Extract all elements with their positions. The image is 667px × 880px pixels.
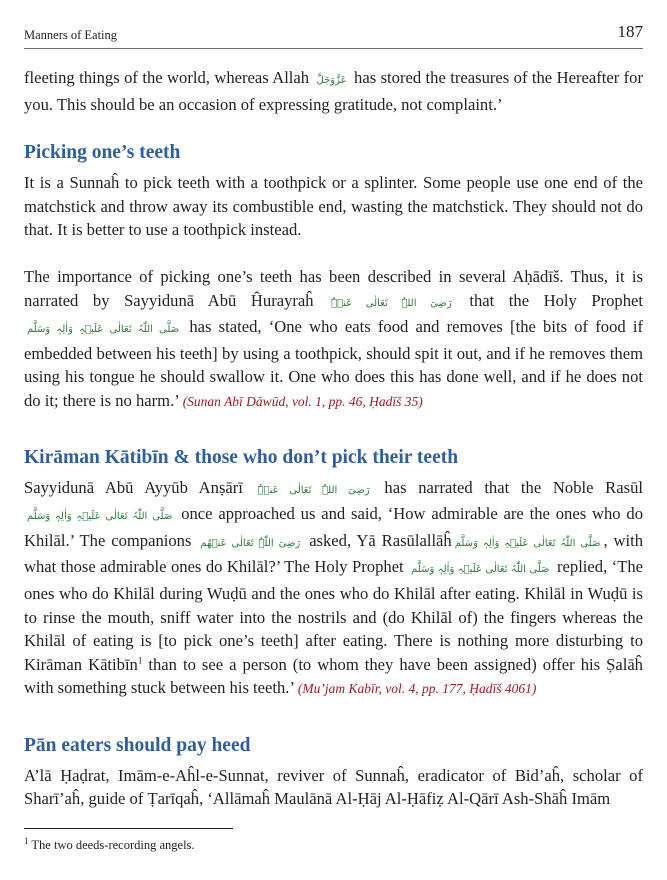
running-title: Manners of Eating	[24, 28, 118, 42]
page-number: 187	[617, 22, 643, 41]
footnote-marker: 1	[137, 655, 143, 666]
honorific-salla-icon: صَلَّی اللّٰہُ تَعَالٰی عَلَیۡہِ وَاٰلِہٖ وَسَلَّم	[411, 564, 550, 576]
honorific-salla-icon: صَلَّی اللّٰہُ تَعَالٰی عَلَیۡہِ وَاٰلِہٖ وَسَلَّم	[27, 511, 173, 523]
intro-paragraph: fleeting things of the world, whereas Allah عَزَّوَجَلَّ has stored the treasures of the Hereafter for you. This should be an occasion of expressing gratitude, not complaint.’	[24, 68, 644, 114]
honorific-radiyallahu-anhum-icon: رَضِیَ اللّٰہُ تَعَالٰی عَنۡھُم	[200, 537, 301, 549]
honorific-salla-icon: صَلَّی اللّٰہُ تَعَالٰی عَلَیۡہِ وَاٰلِہٖ وَسَلَّم	[454, 537, 601, 549]
paragraph-ala-hadrat: A’lā Ḥaḍrat, Imām-e-Aĥl-e-Sunnat, reviver of Sunnaĥ, eradicator of Bid’aĥ, scholar of Sharī’aĥ, guide of Ṭarīqaĥ, ‘Allāmaĥ Maulānā Al-Ḥāj Al-Ḥāfiẓ Al-Qārī Ash-Shāĥ Imām	[24, 765, 643, 809]
footnote-divider	[24, 828, 233, 829]
honorific-salla-icon: صَلَّی اللّٰہُ تَعَالٰی عَلَیۡہِ وَاٰلِہٖ وَسَلَّم	[27, 324, 180, 336]
reference-citation: (Sunan Abī Dāwūd, vol. 1, pp. 46, Ḥadīš 35)	[182, 393, 423, 409]
footnote-number: 1	[24, 835, 29, 846]
paragraph-sunnah-toothpick: It is a Sunnaĥ to pick teeth with a toothpick or a splinter. Some people use one end of the matchstick and throw away its combustible end, wasting the matchstick. They should not do that. It is better to use a toothpick instead.	[24, 173, 643, 240]
honorific-radiyallahu-icon: رَضِیَ اللہُ تَعَالٰی عَنۡہُ	[331, 297, 452, 309]
heading-pan-eaters: Pān eaters should pay heed	[24, 734, 251, 756]
footnote-text: The two deeds-recording angels.	[31, 838, 195, 852]
heading-kiraman-katibin: Kirāman Kātibīn & those who don’t pick their teeth	[24, 446, 459, 468]
reference-citation: (Mu’jam Kabīr, vol. 4, pp. 177, Ḥadīš 4061)	[297, 681, 537, 697]
heading-picking-teeth: Picking one’s teeth	[24, 142, 181, 164]
honorific-radiyallahu-icon: رَضِیَ اللہُ تَعَالٰی عَنۡہُ	[257, 484, 370, 496]
footnote	[24, 835, 195, 853]
paragraph-khilal-hadith: Sayyidunā Abū Ayyūb Anṣārī رَضِیَ اللہُ تَعَالٰی عَنۡہُ has narrated that the Noble Rasūl صَلَّی اللّٰہُ تَعَالٰی عَلَیۡہِ وَاٰلِہٖ وَسَلَّم once approached us and said, ‘How admirable are the ones who do Khilāl.’ The companions رَضِیَ اللّٰہُ تَعَالٰی عَنۡھُم asked, Yā Rasūlallāĥ صَلَّی اللّٰہُ تَعَالٰی عَلَیۡہِ وَاٰلِہٖ وَسَلَّم , with what those admirable ones do Khilāl?’ The Holy Prophet صَلَّی اللّٰہُ تَعَالٰی عَلَیۡہِ وَاٰلِہٖ وَسَلَّم replied, ‘The ones who do Khilāl during Wuḍū and the ones who do Khilāl after eating. Khilāl in Wuḍū is to rinse the mouth, sniff water into the nostrils and (do Khilāl of) the fingers whereas the Khilāl of eating is [to pick one’s teeth] after eating. There is nothing more disturbing to Kirāman Kātibīn$^1$ than to see a person (to whom they have been assigned) offer his Ṣalāĥ with something stuck between his teeth.’ (Mu’jam Kabīr, vol. 4, pp. 177, Ḥadīš 4061)	[24, 477, 643, 698]
page-header	[24, 20, 643, 49]
page-body	[24, 66, 643, 811]
paragraph-hadith-toothpick: The importance of picking one’s teeth has been described in several Aḥādīš. Thus, it is narrated by Sayyidunā Abū Ĥurayraĥ رَضِیَ اللہُ تَعَالٰی عَنۡہُ that the Holy Prophet صَلَّی اللّٰہُ تَعَالٰی عَلَیۡہِ وَاٰلِہٖ وَسَلَّم has stated, ‘One who eats food and removes [the bits of food if embedded between his teeth] by using a toothpick, should spit it out, and if he removes them using his tongue he should swallow it. One who does this has done well, and if he does not do it; there is no harm.’ (Sunan Abī Dāwūd, vol. 1, pp. 46, Ḥadīš 35)	[24, 266, 643, 410]
honorific-allah-icon: عَزَّوَجَلَّ	[316, 75, 347, 86]
